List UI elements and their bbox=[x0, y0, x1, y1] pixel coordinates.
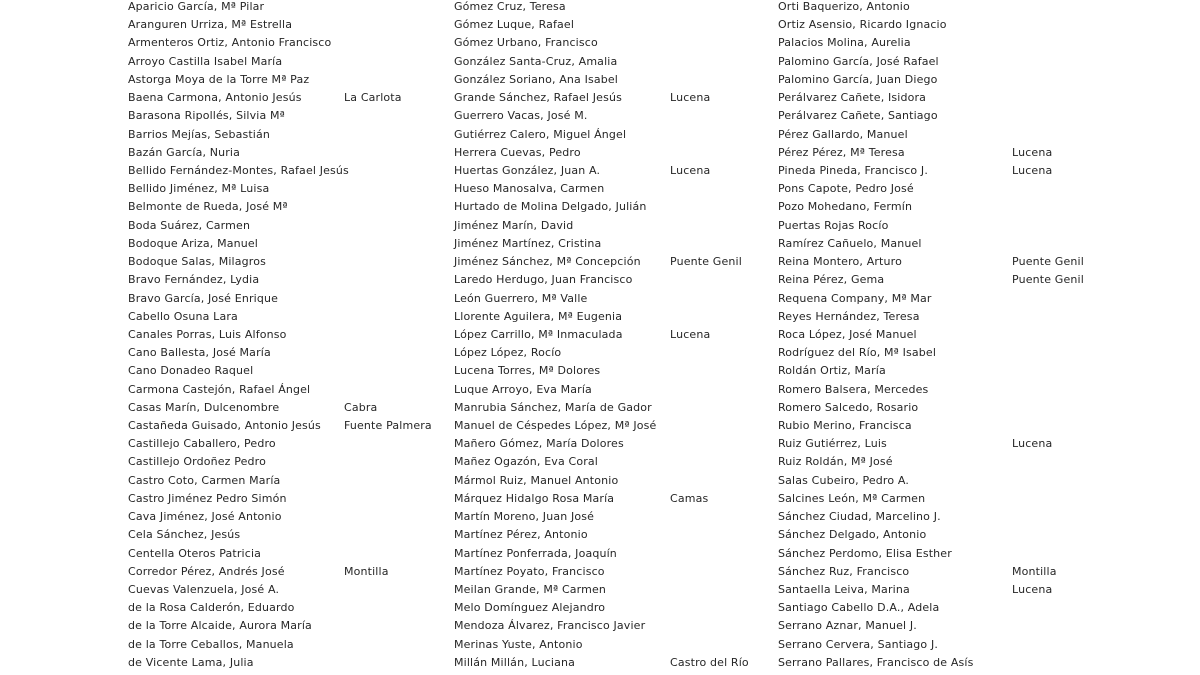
town-label: Lucena bbox=[1012, 163, 1053, 177]
person-name: León Guerrero, Mª Valle bbox=[454, 291, 588, 305]
person-name: Laredo Herdugo, Juan Francisco bbox=[454, 273, 633, 287]
person-name: Gómez Urbano, Francisco bbox=[454, 36, 598, 50]
person-name: Canales Porras, Luis Alfonso bbox=[128, 327, 287, 341]
person-name: Romero Balsera, Mercedes bbox=[778, 382, 929, 396]
person-name: Barrios Mejías, Sebastián bbox=[128, 127, 271, 141]
person-name: Sánchez Perdomo, Elisa Esther bbox=[778, 546, 952, 560]
person-name: González Soriano, Ana Isabel bbox=[454, 72, 619, 86]
person-name: Pozo Mohedano, Fermín bbox=[778, 200, 913, 214]
town-label: Lucena bbox=[1012, 583, 1053, 596]
person-name: Bodoque Salas, Milagros bbox=[128, 255, 266, 269]
person-name: Sánchez Ciudad, Marcelino J. bbox=[778, 510, 941, 524]
person-name: Gómez Luque, Rafael bbox=[454, 18, 575, 32]
person-name: Ramírez Cañuelo, Manuel bbox=[778, 236, 922, 250]
town-label: Cabra bbox=[344, 400, 378, 414]
person-name: Pons Capote, Pedro José bbox=[778, 182, 914, 196]
person-name: Martínez Pérez, Antonio bbox=[454, 528, 588, 542]
person-name: López López, Rocío bbox=[454, 346, 562, 360]
person-name: Castillejo Ordoñez Pedro bbox=[128, 455, 266, 469]
person-name: Romero Salcedo, Rosario bbox=[778, 400, 919, 414]
person-name: Guerrero Vacas, José M. bbox=[454, 109, 588, 123]
person-name: Merinas Yuste, Antonio bbox=[454, 637, 583, 651]
person-name: Salas Cubeiro, Pedro A. bbox=[778, 473, 909, 487]
person-name: López Carrillo, Mª Inmaculada bbox=[454, 327, 623, 341]
person-name: Palacios Molina, Aurelia bbox=[778, 36, 911, 50]
page-bottom-edge bbox=[0, 671, 1200, 675]
person-name: Hueso Manosalva, Carmen bbox=[454, 182, 605, 196]
person-name: Manuel de Céspedes López, Mª José bbox=[454, 419, 657, 433]
person-name: Serrano Pallares, Francisco de Asís bbox=[778, 655, 974, 669]
person-name: Cava Jiménez, José Antonio bbox=[128, 510, 282, 524]
person-name: Belmonte de Rueda, José Mª bbox=[128, 200, 288, 214]
person-name: Mañero Gómez, María Dolores bbox=[454, 437, 624, 451]
person-name: Sánchez Delgado, Antonio bbox=[778, 528, 927, 542]
town-label: Lucena bbox=[1012, 145, 1053, 159]
person-name: Palomino García, José Rafael bbox=[778, 54, 939, 68]
person-name: de la Torre Ceballos, Manuela bbox=[128, 637, 294, 651]
town-label: Fuente Palmera bbox=[344, 419, 432, 433]
person-name: Llorente Aguilera, Mª Eugenia bbox=[454, 309, 623, 323]
person-name: Mendoza Álvarez, Francisco Javier bbox=[454, 619, 646, 633]
person-name: de la Rosa Calderón, Eduardo bbox=[128, 601, 295, 615]
person-name: Ortiz Asensio, Ricardo Ignacio bbox=[778, 18, 947, 32]
town-label: Lucena bbox=[1012, 437, 1053, 451]
person-name: Castillejo Caballero, Pedro bbox=[128, 437, 276, 451]
person-name: Jiménez Sánchez, Mª Concepción bbox=[454, 255, 641, 269]
person-name: Casas Marín, Dulcenombre bbox=[128, 400, 280, 414]
person-name: Arroyo Castilla Isabel María bbox=[128, 54, 283, 68]
person-name: Martín Moreno, Juan José bbox=[454, 510, 595, 524]
person-name: Lucena Torres, Mª Dolores bbox=[454, 364, 601, 378]
town-label: Montilla bbox=[1012, 564, 1057, 578]
town-label: Puente Genil bbox=[1012, 255, 1084, 269]
person-name: Luque Arroyo, Eva María bbox=[454, 382, 592, 396]
town-label: La Carlota bbox=[344, 91, 402, 105]
person-name: Ruiz Gutiérrez, Luis bbox=[778, 437, 887, 451]
person-name: Puertas Rojas Rocío bbox=[778, 218, 889, 232]
person-name: Gómez Cruz, Teresa bbox=[454, 0, 566, 13]
person-name: de Vicente Lama, Julia bbox=[128, 655, 254, 669]
person-name: Herrera Cuevas, Pedro bbox=[454, 145, 581, 159]
person-name: Jiménez Marín, David bbox=[454, 218, 574, 232]
person-name: Centella Oteros Patricia bbox=[128, 546, 262, 560]
person-name: Boda Suárez, Carmen bbox=[128, 218, 251, 232]
person-name: Bravo Fernández, Lydia bbox=[128, 273, 260, 287]
person-name: Reina Montero, Arturo bbox=[778, 255, 902, 269]
person-name: Sánchez Ruz, Francisco bbox=[778, 564, 910, 578]
person-name: Meilan Grande, Mª Carmen bbox=[454, 583, 607, 596]
person-name: Martínez Poyato, Francisco bbox=[454, 564, 605, 578]
person-name: Barasona Ripollés, Silvia Mª bbox=[128, 109, 286, 123]
town-label: Puente Genil bbox=[1012, 273, 1084, 287]
person-name: Mañez Ogazón, Eva Coral bbox=[454, 455, 598, 469]
person-name: Carmona Castejón, Rafael Ángel bbox=[128, 382, 311, 396]
person-name: Bodoque Ariza, Manuel bbox=[128, 236, 258, 250]
person-name: Bellido Fernández-Montes, Rafael Jesús bbox=[128, 163, 349, 177]
person-name: Hurtado de Molina Delgado, Julián bbox=[454, 200, 647, 214]
person-name: Márquez Hidalgo Rosa María bbox=[454, 491, 615, 505]
person-name: Bellido Jiménez, Mª Luisa bbox=[128, 182, 270, 196]
person-name: Perálvarez Cañete, Santiago bbox=[778, 109, 938, 123]
person-name: Santaella Leiva, Marina bbox=[778, 583, 910, 596]
person-name: Serrano Cervera, Santiago J. bbox=[778, 637, 938, 651]
person-name: Castro Jiménez Pedro Simón bbox=[128, 491, 287, 505]
person-name: Armenteros Ortiz, Antonio Francisco bbox=[128, 36, 332, 50]
person-name: Cano Donadeo Raquel bbox=[128, 364, 254, 378]
person-name: Requena Company, Mª Mar bbox=[778, 291, 932, 305]
person-name: Roca López, José Manuel bbox=[778, 327, 917, 341]
person-name: Martínez Ponferrada, Joaquín bbox=[454, 546, 617, 560]
person-name: Cabello Osuna Lara bbox=[128, 309, 238, 323]
person-name: Salcines León, Mª Carmen bbox=[778, 491, 926, 505]
town-label: Montilla bbox=[344, 564, 389, 578]
person-name: Aranguren Urriza, Mª Estrella bbox=[128, 18, 293, 32]
person-name: Pérez Gallardo, Manuel bbox=[778, 127, 908, 141]
person-name: Jiménez Martínez, Cristina bbox=[454, 236, 602, 250]
person-name: Baena Carmona, Antonio Jesús bbox=[128, 91, 302, 105]
person-name: González Santa-Cruz, Amalia bbox=[454, 54, 618, 68]
town-label: Camas bbox=[670, 491, 709, 505]
person-name: de la Torre Alcaide, Aurora María bbox=[128, 619, 312, 633]
person-name: Roldán Ortiz, María bbox=[778, 364, 886, 378]
person-name: Aparicio García, Mª Pilar bbox=[128, 0, 265, 13]
person-name: Astorga Moya de la Torre Mª Paz bbox=[128, 72, 310, 86]
town-label: Lucena bbox=[670, 327, 711, 341]
person-name: Cano Ballesta, José María bbox=[128, 346, 271, 360]
person-name: Perálvarez Cañete, Isidora bbox=[778, 91, 927, 105]
person-name: Castro Coto, Carmen María bbox=[128, 473, 281, 487]
person-name: Melo Domínguez Alejandro bbox=[454, 601, 606, 615]
person-name: Reyes Hernández, Teresa bbox=[778, 309, 920, 323]
person-name: Cela Sánchez, Jesús bbox=[128, 528, 241, 542]
town-label: Castro del Río bbox=[670, 655, 749, 669]
person-name: Gutiérrez Calero, Miguel Ángel bbox=[454, 127, 627, 141]
person-name: Palomino García, Juan Diego bbox=[778, 72, 938, 86]
person-name: Santiago Cabello D.A., Adela bbox=[778, 601, 940, 615]
person-name: Castañeda Guisado, Antonio Jesús bbox=[128, 419, 321, 433]
person-name: Manrubia Sánchez, María de Gador bbox=[454, 400, 652, 414]
person-name: Pineda Pineda, Francisco J. bbox=[778, 163, 928, 177]
person-name: Reina Pérez, Gema bbox=[778, 273, 885, 287]
person-name: Huertas González, Juan A. bbox=[454, 163, 601, 177]
person-name: Ruiz Roldán, Mª José bbox=[778, 455, 893, 469]
person-name: Bravo García, José Enrique bbox=[128, 291, 279, 305]
person-name: Grande Sánchez, Rafael Jesús bbox=[454, 91, 622, 105]
town-label: Lucena bbox=[670, 91, 711, 105]
person-name: Millán Millán, Luciana bbox=[454, 655, 575, 669]
person-name: Corredor Pérez, Andrés José bbox=[128, 564, 285, 578]
person-name: Mármol Ruiz, Manuel Antonio bbox=[454, 473, 619, 487]
person-name: Cuevas Valenzuela, José A. bbox=[128, 583, 280, 596]
town-label: Puente Genil bbox=[670, 255, 742, 269]
person-name: Bazán García, Nuria bbox=[128, 145, 241, 159]
person-name: Rubio Merino, Francisca bbox=[778, 419, 912, 433]
person-name: Rodríguez del Río, Mª Isabel bbox=[778, 346, 937, 360]
person-name: Pérez Pérez, Mª Teresa bbox=[778, 145, 905, 159]
town-label: Lucena bbox=[670, 163, 711, 177]
person-name: Orti Baquerizo, Antonio bbox=[778, 0, 910, 13]
person-name: Serrano Aznar, Manuel J. bbox=[778, 619, 917, 633]
